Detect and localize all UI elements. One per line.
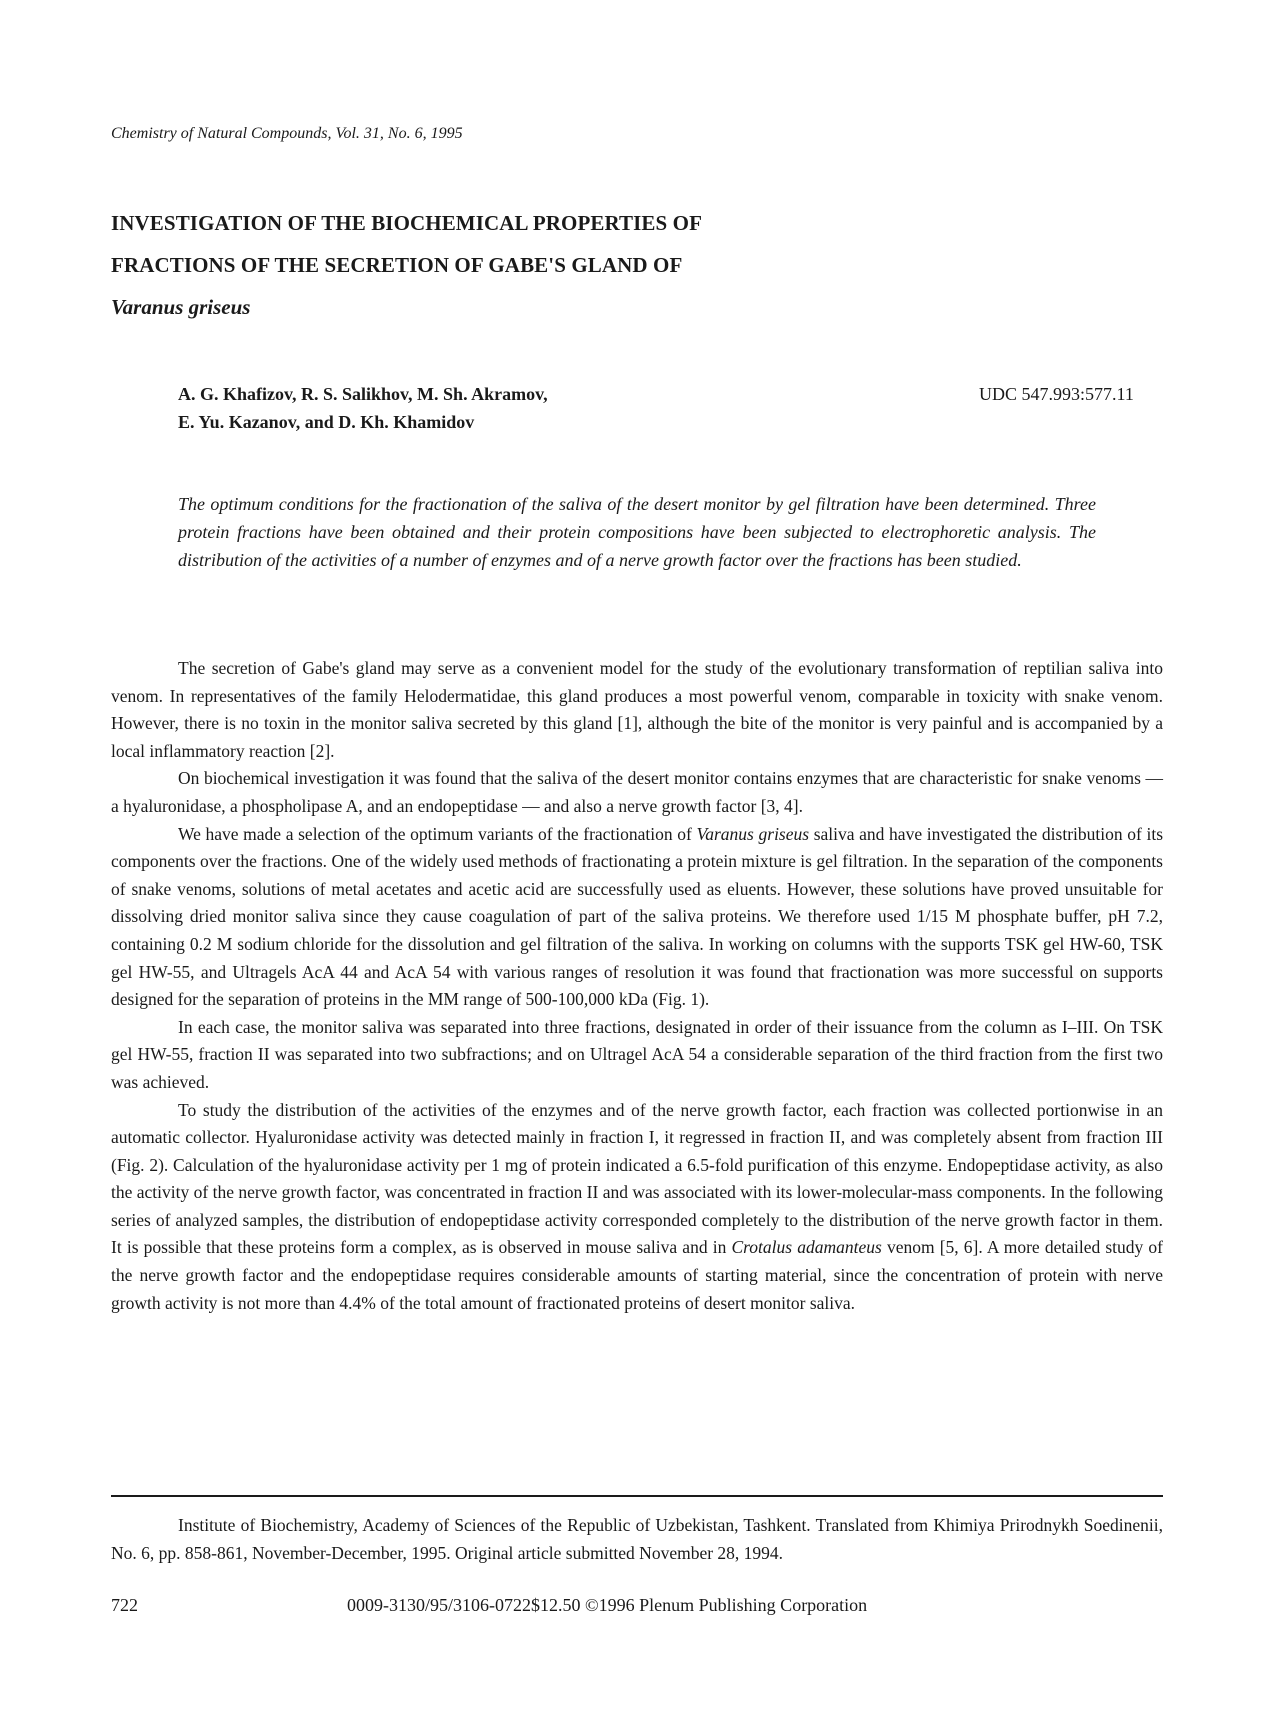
title-line-2: FRACTIONS OF THE SECRETION OF GABE'S GLAND OF	[111, 253, 683, 277]
footnote	[111, 1511, 1163, 1567]
paragraph-3-text-b: saliva and have investigated the distribution of its components over the fractions. One of the widely used methods of fractionating a protein mixture is gel filtration. In the separation of the components of snake venoms, solutions of metal acetates and acetic acid are successfully used as eluents. However, these solutions have proved unsuitable for dissolving dried monitor saliva since they cause coagulation of part of the saliva proteins. We therefore used 1/15 M phosphate buffer, pH 7.2, containing 0.2 M sodium chloride for the dissolution and gel filtration of the saliva. In working on columns with the supports TSK gel HW-60, TSK gel HW-55, and Ultragels AcA 44 and AcA 54 with various ranges of resolution it was found that fractionation was more successful on supports designed for the separation of proteins in the MM range of 500-100,000 kDa (Fig. 1).	[111, 823, 1164, 1010]
author-list	[178, 380, 548, 436]
title-species: Varanus griseus	[111, 295, 251, 319]
footnote-divider	[111, 1495, 1163, 1497]
paragraph-3-text-a: We have made a selection of the optimum variants of the fractionation of	[178, 823, 697, 844]
species-name: Varanus griseus	[696, 823, 810, 844]
article-body	[111, 655, 1163, 1317]
paragraph-4: In each case, the monitor saliva was separated into three fractions, designated in order of their issuance from the column as I–III. On TSK gel HW-55, fraction II was separated into two subfractions; and on Ultragel AcA 54 a considerable separation of the third fraction from the first two was achieved.	[111, 1016, 1163, 1092]
authors-line-2: E. Yu. Kazanov, and D. Kh. Khamidov	[178, 412, 475, 432]
copyright-line: 0009-3130/95/3106-0722$12.50 ©1996 Plenum Publishing Corporation	[347, 1595, 868, 1615]
paragraph-5	[111, 1097, 1163, 1318]
footnote-text: Institute of Biochemistry, Academy of Sciences of the Republic of Uzbekistan, Tashkent. Translated from Khimiya Prirodnykh Soedinenii, No. 6, pp. 858-861, November-December, 1995. Original article submitted November 28, 1994.	[111, 1515, 1163, 1563]
species-name: Crotalus adamanteus	[731, 1237, 882, 1258]
article-title	[111, 202, 1011, 328]
abstract: The optimum conditions for the fractionation of the saliva of the desert monitor by gel filtration have been determined. Three protein fractions have been obtained and their protein compositions have been subjected to electrophoretic analysis. The distribution of the activities of a number of enzymes and of a nerve growth factor over the fractions has been studied.	[178, 494, 1096, 570]
paragraph-5-text-b: venom [5, 6]. A more detailed study of the nerve growth factor and the endopeptidase requires considerable amounts of starting material, since the concentration of protein with nerve growth activity is not more than 4.4% of the total amount of fractionated proteins of desert monitor saliva.	[111, 1237, 1163, 1313]
paragraph-5-text-a: To study the distribution of the activities of the enzymes and of the nerve growth factor, each fraction was collected portionwise in an automatic collector. Hyaluronidase activity was detected mainly in fraction I, it regressed in fraction II, and was completely absent from fraction III (Fig. 2). Calculation of the hyaluronidase activity per 1 mg of protein indicated a 6.5-fold purification of this enzyme. Endopeptidase activity, as also the activity of the nerve growth factor, was concentrated in fraction II and was associated with its lower-molecular-mass components. In the following series of analyzed samples, the distribution of endopeptidase activity corresponded completely to the distribution of the nerve growth factor in them. It is possible that these proteins form a complex, as is observed in mouse saliva and in	[111, 1099, 1163, 1258]
paragraph-2: On biochemical investigation it was found that the saliva of the desert monitor contains enzymes that are characteristic for snake venoms — a hyaluronidase, a phospholipase A, and an endopeptidase — and also a nerve growth factor [3, 4].	[111, 768, 1163, 816]
page-number: 722	[111, 1595, 138, 1615]
journal-citation: Chemistry of Natural Compounds, Vol. 31, No. 6, 1995	[111, 125, 463, 142]
paragraph-3	[111, 821, 1163, 1014]
title-line-1: INVESTIGATION OF THE BIOCHEMICAL PROPERTIES OF	[111, 211, 702, 235]
authors-line-1: A. G. Khafizov, R. S. Salikhov, M. Sh. Akramov,	[178, 384, 548, 404]
paragraph-1: The secretion of Gabe's gland may serve as a convenient model for the study of the evolutionary transformation of reptilian saliva into venom. In representatives of the family Helodermatidae, this gland produces a most powerful venom, comparable in toxicity with snake venom. However, there is no toxin in the monitor saliva secreted by this gland [1], although the bite of the monitor is very painful and is accompanied by a local inflammatory reaction [2].	[111, 658, 1163, 761]
udc-code: UDC 547.993:577.11	[979, 384, 1134, 404]
